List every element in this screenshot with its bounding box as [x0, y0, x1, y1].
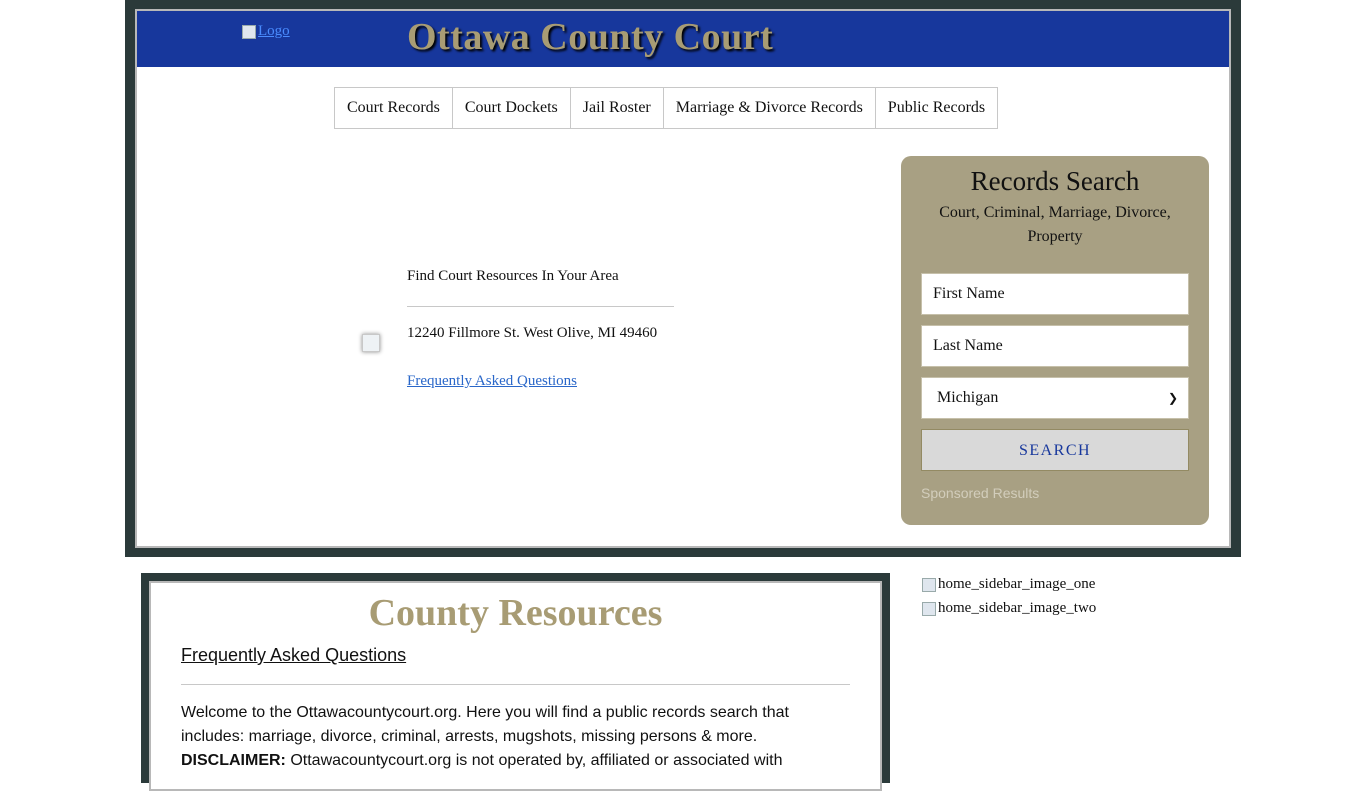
- resources-body: [181, 701, 851, 773]
- search-button[interactable]: SEARCH: [921, 429, 1189, 471]
- chevron-down-icon: ❯: [1167, 390, 1178, 405]
- faq-link[interactable]: Frequently Asked Questions: [407, 373, 577, 389]
- header-bar: [137, 11, 1229, 67]
- body-line-1: Welcome to the Ottawacountycourt.org. Here you will find a public records search that: [181, 704, 789, 721]
- site-title: Ottawa County Court: [407, 16, 774, 58]
- sidebar-image-two: [922, 600, 1096, 617]
- resources-content: [149, 581, 882, 791]
- search-title: Records Search: [970, 166, 1140, 196]
- info-title: Find Court Resources In Your Area: [407, 268, 619, 284]
- state-select[interactable]: [921, 377, 1189, 419]
- nav-item-marriage-divorce-records[interactable]: Marriage & Divorce Records: [664, 88, 876, 128]
- main-nav: [334, 87, 998, 129]
- nav-item-court-dockets[interactable]: Court Dockets: [453, 88, 571, 128]
- info-divider: [407, 306, 674, 307]
- broken-image-icon: [922, 602, 936, 616]
- logo-link[interactable]: [242, 23, 290, 40]
- broken-image-icon: [242, 25, 256, 39]
- disclaimer-line: [181, 749, 851, 773]
- disclaimer-text: Ottawacountycourt.org is not operated by, affiliated or associated with: [285, 752, 783, 769]
- records-search-panel: [901, 156, 1209, 525]
- first-name-input[interactable]: [921, 273, 1189, 315]
- nav-item-public-records[interactable]: Public Records: [887, 99, 986, 116]
- resources-faq-link[interactable]: Frequently Asked Questions: [181, 645, 407, 665]
- broken-image-icon: [922, 578, 936, 592]
- state-selected-value: Michigan: [937, 389, 999, 406]
- resources-frame: [141, 573, 890, 783]
- sidebar-image-one-alt: home_sidebar_image_one: [938, 576, 1096, 592]
- resources-title: County Resources: [368, 592, 663, 634]
- last-name-input[interactable]: [921, 325, 1189, 367]
- top-content: [135, 9, 1231, 548]
- sidebar-image-one: [922, 576, 1095, 593]
- disclaimer-label: DISCLAIMER:: [181, 752, 286, 769]
- nav-item-court-records[interactable]: Court Records: [335, 88, 453, 128]
- nav-item-jail-roster[interactable]: Jail Roster: [571, 88, 664, 128]
- location-image: [362, 334, 380, 352]
- sponsored-results: Sponsored Results: [921, 485, 1040, 501]
- sidebar-image-two-alt: home_sidebar_image_two: [938, 600, 1097, 616]
- search-subtitle: Court, Criminal, Marriage, Divorce, Property: [939, 204, 1171, 245]
- top-frame: [125, 0, 1241, 557]
- body-line-2: includes: marriage, divorce, criminal, arrests, mugshots, missing persons & more.: [181, 728, 758, 745]
- logo-alt-text: Logo: [258, 23, 290, 39]
- court-address: 12240 Fillmore St. West Olive, MI 49460: [407, 325, 658, 341]
- resources-divider: [181, 684, 850, 685]
